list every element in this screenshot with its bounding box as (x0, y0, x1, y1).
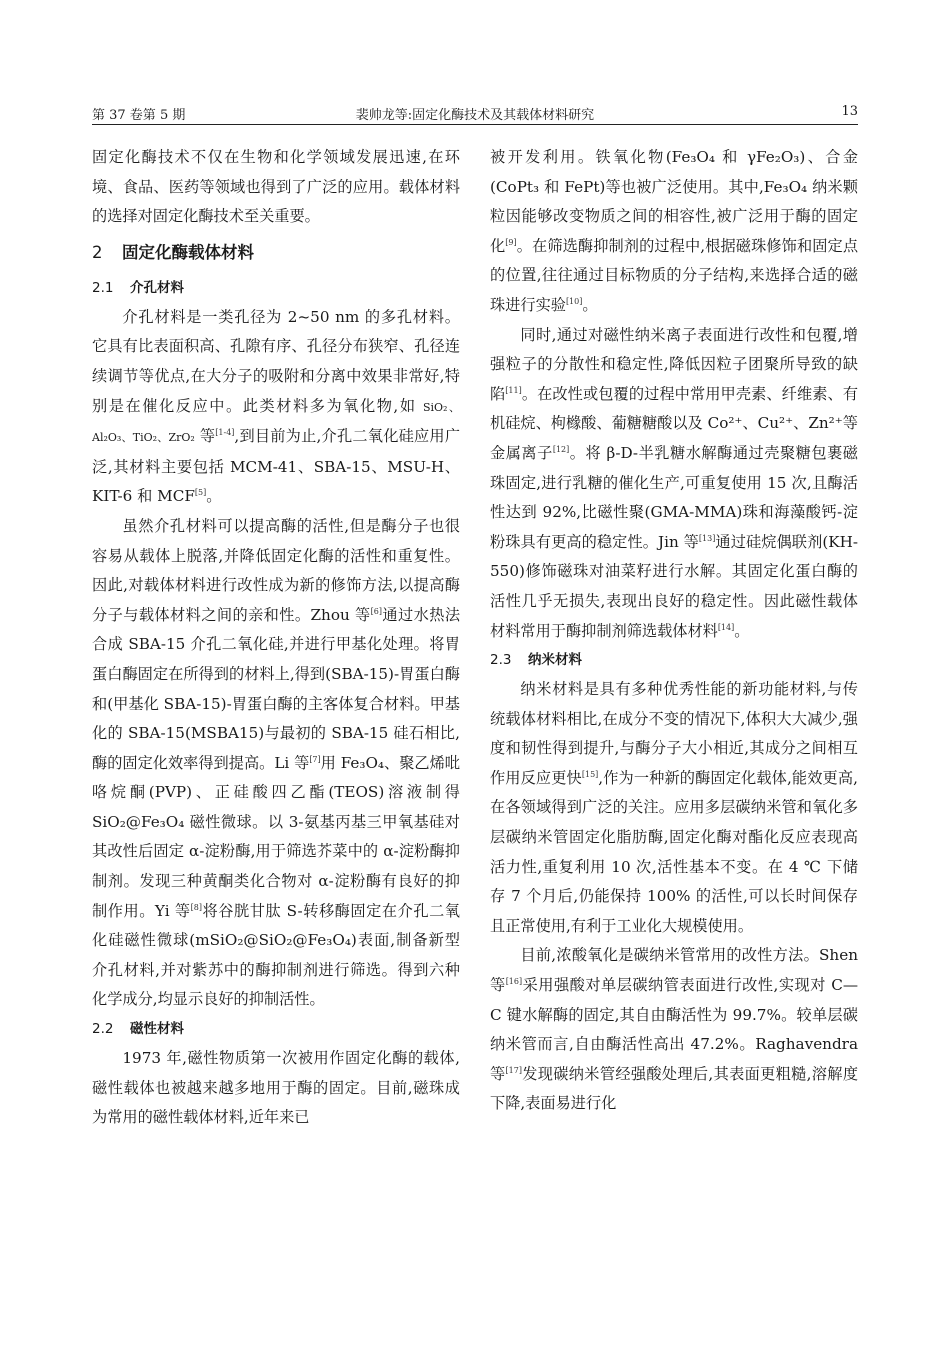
citation-ref[interactable]: [6] (370, 606, 382, 616)
text-run: 等 (194, 427, 216, 446)
section-2-1-heading (92, 274, 460, 303)
article-running-title: 裴帅龙等:固定化酶技术及其载体材料研究 (355, 108, 595, 123)
text-run: ,作为一种新的酶固定化载体,能效更高,在各领域得到广泛的关注。应用多层碳纳米管和氧化多层碳纳米管固定化脂肪酶,固定化酶对酯化反应表现高活力性,重复利用 10 次,活性基本不变。在 4 ℃ 下储存 7 个月后,仍能保持 100% 的活性,可以长时间保存且正常使用,有利于工业化大规模使用。 (490, 768, 859, 935)
text-run: 。 (734, 621, 750, 640)
text-run: 通过硅烷偶联剂(KH-550)修饰磁珠对油菜籽进行水解。其固定化蛋白酶的活性几乎无损失,表现出良好的稳定性。因此磁性载体材料常用于酶抑制剂筛选载体材料 (490, 532, 858, 640)
citation-ref[interactable]: [12] (552, 444, 570, 454)
nano-paragraph-2 (490, 941, 858, 1119)
citation-ref[interactable]: [1-4] (215, 428, 235, 438)
citation-ref[interactable]: [13] (698, 533, 716, 543)
text-run: ,到目前为止,介孔二氧化硅应用广泛,其材料主要包括 MCM-41、SBA-15、MSU-H、KIT-6 和 MCF (92, 427, 461, 506)
text-run: 通过水热法合成 SBA-15 介孔二氧化硅,并进行甲基化处理。将胃蛋白酶固定在所得到的材料上,得到(SBA-15)-胃蛋白酶和(甲基化 SBA-15)-胃蛋白酶的主客体复合材料。甲基化的 SBA-15(MSBA15)与最初的 SBA-15 硅石相比,酶的固定化效率得到提高。Li 等 (92, 605, 461, 772)
section-2-title: 固定化酶载体材料 (122, 242, 254, 262)
right-column (490, 143, 858, 1119)
section-2-2-number: 2.2 (92, 1021, 114, 1038)
text-run: 。 (206, 487, 222, 506)
text-run: 。 (582, 295, 598, 314)
chemical-formulas: SiO₂、Al₂O₃、TiO₂、ZrO₂ (92, 400, 461, 445)
text-run: 。将 β-D-半乳糖水解酶通过壳聚糖包裹磁珠固定,进行乳糖的催化生产,可重复使用 15 次,且酶活性达到 92%,比磁性聚(GMA-MMA)珠和海藻酸钙-淀粉珠具有更高的稳定性。Jin 等 (490, 443, 858, 551)
citation-ref[interactable]: [5] (194, 488, 207, 498)
text-run: 。在筛选酶抑制剂的过程中,根据磁珠修饰和固定点的位置,往往通过目标物质的分子结构,来选择合适的磁珠进行实验 (490, 236, 859, 314)
citation-ref[interactable]: [11] (505, 385, 522, 395)
mesoporous-paragraph-1 (92, 303, 460, 512)
text-run: 采用强酸对单层碳纳管表面进行改性,实现对 C—C 键水解酶的固定,其自由酶活性为 99.7%。较单层碳纳米管而言,自由酶活性高出 47.2%。Raghavendra 等 (490, 976, 859, 1083)
section-2-2-heading (92, 1015, 460, 1044)
magnetic-paragraph-1: 1973 年,磁性物质第一次被用作固定化酶的载体,磁性载体也被越来越多地用于酶的固定。目前,磁珠成为常用的磁性载体材料,近年来已 (92, 1049, 460, 1127)
citation-ref[interactable]: [10] (565, 296, 583, 306)
section-2-3-number: 2.3 (490, 652, 512, 669)
citation-ref[interactable]: [16] (505, 977, 523, 987)
left-column (92, 143, 460, 1133)
text-run: 被开发利用。铁氧化物(Fe₃O₄ 和 γFe₂O₃)、合金(CoPt₃ 和 FePt)等也被广泛使用。其中,Fe₃O₄ 纳米颗粒因能够改变物质之间的相容性,被广泛用于酶的固定化 (490, 148, 858, 255)
section-2-number: 2 (92, 242, 103, 262)
magnetic-paragraph-1-cont (490, 143, 858, 321)
section-2-3-heading (490, 646, 858, 675)
page-number: 13 (841, 104, 858, 119)
intro-paragraph: 固定化酶技术不仅在生物和化学领域发展迅速,在环境、食品、医药等领域也得到了广泛的应用。载体材料的选择对固定化酶技术至关重要。 (92, 148, 460, 226)
citation-ref[interactable]: [8] (190, 902, 202, 912)
running-header (92, 100, 858, 125)
citation-ref[interactable]: [7] (309, 754, 321, 764)
mesoporous-paragraph-2 (92, 512, 460, 1015)
text-run: 同时,通过对磁性纳米离子表面进行改性和包覆,增强粒子的分散性和稳定性,降低因粒子团聚所导致的缺陷 (490, 325, 858, 403)
citation-ref[interactable]: [14] (717, 622, 735, 632)
section-2-1-number: 2.1 (92, 279, 114, 296)
journal-volume-issue: 第 37 卷第 5 期 (92, 108, 186, 123)
text-run: 纳米材料是具有多种优秀性能的新功能材料,与传统载体材料相比,在成分不变的情况下,体积大大减少,强度和韧性得到提升,与酶分子大小相近,其成分之间相互作用反应更快 (490, 680, 858, 787)
section-2-3-title: 纳米材料 (528, 652, 582, 669)
citation-ref[interactable]: [15] (581, 769, 599, 779)
text-run: 目前,浓酸氧化是碳纳米管常用的改性方法。Shen 等 (490, 946, 858, 995)
section-2-2-title: 磁性材料 (130, 1021, 184, 1038)
section-2-1-title: 介孔材料 (130, 279, 184, 296)
text-run: 。在改性或包覆的过程中常用甲壳素、纤维素、有机硅烷、枸橼酸、葡糖糖酸以及 Co²⁺、Cu²⁺、Zn²⁺等金属离子 (490, 384, 859, 462)
citation-ref[interactable]: [17] (505, 1065, 522, 1075)
text-run: 用 Fe₃O₄、聚乙烯吡咯烷酮(PVP)、正硅酸四乙酯(TEOS)溶液制得 SiO₂@Fe₃O₄ 磁性微球。以 3-氨基丙基三甲氧基硅对其改性后固定 α-淀粉酶,用于筛选芥菜中的 α-淀粉酶抑制剂。发现三种黄酮类化合物对 α-淀粉酶有良好的抑制作用。Yi 等 (92, 753, 460, 920)
nano-paragraph-1 (490, 675, 858, 941)
text-run: 将谷胱甘肽 S-转移酶固定在介孔二氧化硅磁性微球(mSiO₂@SiO₂@Fe₃O₄)表面,制备新型介孔材料,并对紫苏中的酶抑制剂进行筛选。得到六种化学成分,均显示良好的抑制活性。 (92, 901, 460, 1009)
section-2-heading (92, 238, 460, 268)
text-run: 发现碳纳米管经强酸处理后,其表面更粗糙,溶解度下降,表面易进行化 (490, 1064, 859, 1113)
citation-ref[interactable]: [9] (505, 237, 517, 247)
text-run: 介孔材料是一类孔径为 2~50 nm 的多孔材料。它具有比表面积高、孔隙有序、孔径分布狭窄、孔径连续调节等优点,在大分子的吸附和分离中效果非常好,特别是在催化反应中。此类材料多为氧化物,如 (92, 307, 460, 415)
magnetic-paragraph-2 (490, 321, 858, 647)
text-run: 虽然介孔材料可以提高酶的活性,但是酶分子也很容易从载体上脱落,并降低固定化酶的活性和重复性。因此,对载体材料进行改性成为新的修饰方法,以提高酶分子与载体材料之间的亲和性。Zhou 等 (92, 516, 460, 624)
